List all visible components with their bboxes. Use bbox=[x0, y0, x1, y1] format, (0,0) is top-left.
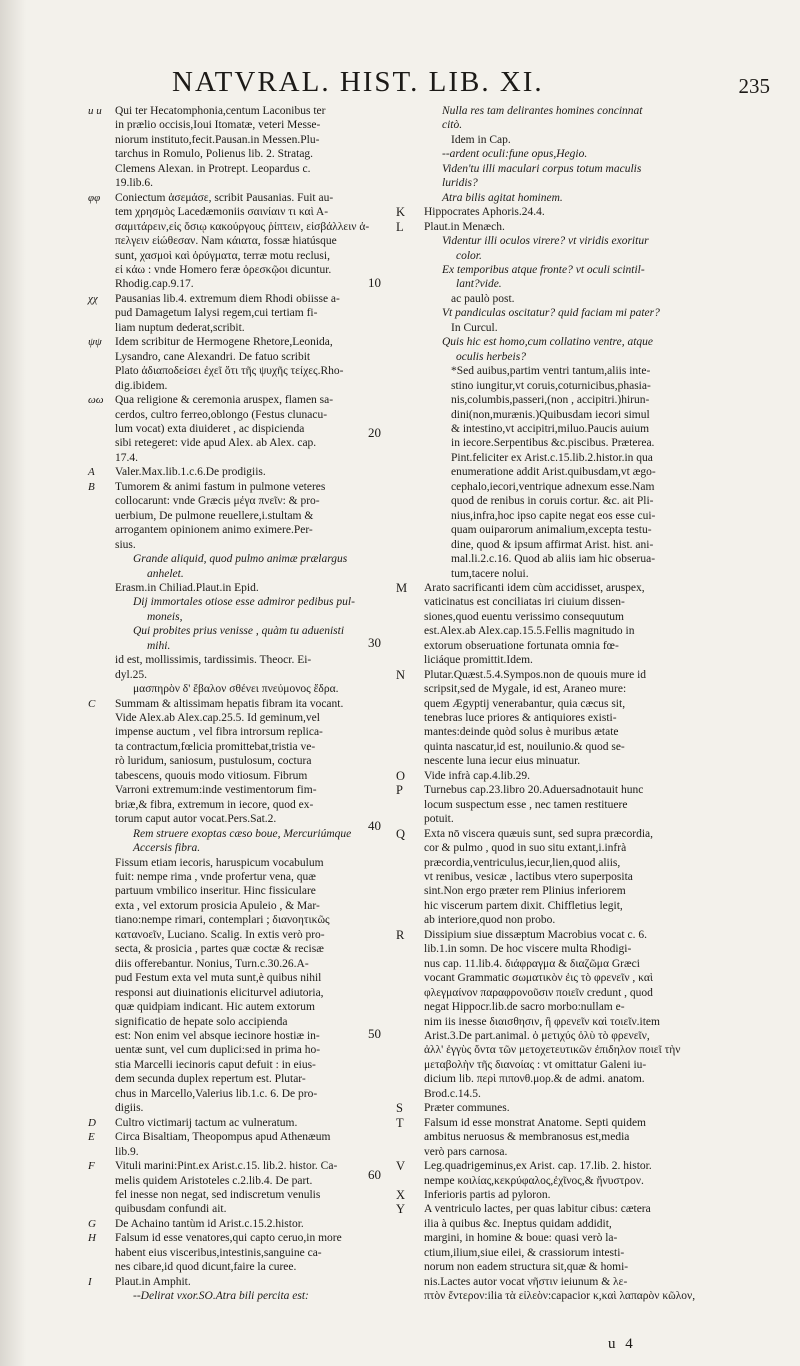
note-marker: Q bbox=[396, 826, 406, 841]
text-line: luridis? bbox=[442, 177, 478, 190]
text-line: In Curcul. bbox=[451, 321, 498, 334]
note-marker: G bbox=[88, 1217, 96, 1230]
note-marker: F bbox=[88, 1160, 95, 1173]
text-line: norum non eadem structura sit,quæ & homi- bbox=[424, 1261, 629, 1274]
text-line: impense auctum , vel fibra introrsum replica- bbox=[115, 726, 323, 739]
annotation-note bbox=[88, 1159, 384, 1217]
text-line: hic viscerum partem dixit. Chiffletius legit, bbox=[424, 899, 623, 912]
annotation-note bbox=[88, 1130, 384, 1159]
note-marker: H bbox=[88, 1232, 96, 1245]
text-line: Valer.Max.lib.1.c.6.De prodigiis. bbox=[115, 466, 266, 479]
text-line: Exta nō viscera quæuis sunt, sed supra præcordia, bbox=[424, 827, 653, 840]
text-line: quod de renibus in coruis cortur. &c. ait Pli- bbox=[451, 495, 654, 508]
text-line: Erasm.in Chiliad.Plaut.in Epid. bbox=[115, 581, 259, 594]
text-line: est.Alex.ab Alex.cap.15.5.Fellis magnitudo in bbox=[424, 625, 635, 638]
text-line: sint.Non ergo præter rem Plinius inferiorem bbox=[424, 885, 626, 898]
text-line: quibusdam confundi ait. bbox=[115, 1203, 227, 1216]
note-marker: ωω bbox=[88, 394, 104, 407]
text-line: uerbium, De pulmone reuellere,i.stultam & bbox=[115, 509, 314, 522]
text-line: sius. bbox=[115, 538, 136, 551]
annotation-note bbox=[88, 1275, 384, 1289]
text-line: Pausanias lib.4. extremum diem Rhodi obiisse a- bbox=[115, 292, 340, 305]
text-line: sibi retegeret: vide apud Alex. ab Alex. cap. bbox=[115, 437, 317, 450]
text-line: torum caput autor vocat.Pers.Sat.2. bbox=[115, 813, 277, 826]
text-line: mihi. bbox=[147, 639, 171, 652]
annotation-note bbox=[396, 769, 700, 783]
note-marker: A bbox=[88, 466, 95, 479]
text-line: uentæ sunt, vel cum duplici:sed in prima ho- bbox=[115, 1044, 321, 1057]
text-line: lant?vide. bbox=[456, 278, 502, 291]
margin-line-number: 10 bbox=[368, 275, 381, 290]
text-line: dini(non,murænis.)Quibusdam iecori simul bbox=[451, 408, 650, 421]
left-column bbox=[88, 104, 384, 1304]
note-marker: C bbox=[88, 697, 96, 710]
text-line: dyl.25. bbox=[115, 668, 147, 681]
text-line: fuit: nempe rima , vnde profertur vena, quæ bbox=[115, 871, 316, 884]
text-line: ac paulò post. bbox=[451, 292, 515, 305]
text-line: tenebras luce priores & antiquiores existi- bbox=[424, 712, 617, 725]
text-line: Arato sacrificanti idem cùm accidisset, aruspex, bbox=[424, 581, 645, 594]
text-line: Falsum id esse monstrat Anatome. Septi quidem bbox=[424, 1116, 646, 1129]
text-line: Vide Alex.ab Alex.cap.25.5. Id geminum,vel bbox=[115, 712, 320, 725]
note-marker: O bbox=[396, 768, 406, 783]
annotation-note bbox=[396, 928, 700, 1101]
note-marker: D bbox=[88, 1116, 96, 1129]
text-line: Grande aliquid, quod pulmo animæ prælargus bbox=[133, 553, 348, 566]
text-line: fel inesse non negat, sed indiscretum venulis bbox=[115, 1188, 321, 1201]
text-line: rò luridum, saniosum, pustulosum, coctura bbox=[115, 755, 312, 768]
text-line: Viden'tu illi maculari corpus totum maculis bbox=[442, 162, 642, 175]
text-line: melis quidem Aristoteles c.2.lib.4. De part. bbox=[115, 1174, 313, 1187]
text-line: significatio de hepate solo accipienda bbox=[115, 1015, 288, 1028]
text-line: Tumorem & animi fastum in pulmone veteres bbox=[115, 480, 326, 493]
text-line: --Delirat vxor.SO.Atra bili percita est: bbox=[133, 1290, 309, 1303]
text-line: Fissum etiam iecoris, haruspicum vocabulum bbox=[115, 856, 324, 869]
note-marker: N bbox=[396, 667, 406, 682]
text-line: dine, quod & ipsum affirmat Arist. hist. ani- bbox=[451, 538, 654, 551]
text-line: tabescens, quouis modo vitiosum. Fibrum bbox=[115, 769, 308, 782]
note-marker: I bbox=[88, 1275, 92, 1288]
text-line: πτὸν ἔντερον:ilia τὰ εἰλεὸν:capacior κ,καὶ λαπαρὸν κῶλον, bbox=[424, 1290, 696, 1303]
text-line: mal.li.2.c.16. Quod ab aliis iam hic obserua- bbox=[451, 553, 656, 566]
note-marker: T bbox=[396, 1115, 404, 1130]
text-line: ctium,ilium,siue eilei, & crassiorum intesti- bbox=[424, 1246, 625, 1259]
annotation-note bbox=[396, 104, 700, 205]
annotation-note bbox=[88, 552, 384, 697]
text-line: oculis herbeis? bbox=[456, 350, 526, 363]
text-line: tum,tacere nolui. bbox=[451, 567, 529, 580]
margin-line-number: 40 bbox=[368, 818, 381, 833]
text-line: dicium lib. περὶ πιπονθ.μορ.& de admi. anatom. bbox=[424, 1073, 645, 1086]
note-marker: V bbox=[396, 1159, 406, 1174]
text-line: nis.Lactes autor vocat νῆστιν ieiunum & λε- bbox=[424, 1275, 628, 1288]
note-marker: P bbox=[396, 783, 403, 798]
text-line: nescente luna iecur eius minuatur. bbox=[424, 755, 581, 768]
text-line: ἀλλ' ἐγγὺς ὄντα τῶν μετοχετευτικῶν ἐπιδηλον ποιεῖ τὴν bbox=[424, 1044, 681, 1057]
text-line: tiano:nempe rimari, contemplari ; διανοητικῶς bbox=[115, 914, 330, 927]
annotation-note bbox=[396, 668, 700, 769]
text-line: Videntur illi oculos virere? vt viridis exoritur bbox=[442, 235, 649, 248]
note-marker: E bbox=[88, 1131, 95, 1144]
margin-line-number: 60 bbox=[368, 1167, 381, 1182]
text-line: liam nuptum dederat,scribit. bbox=[115, 321, 245, 334]
annotation-note bbox=[396, 827, 700, 928]
annotation-note bbox=[396, 1159, 700, 1188]
text-line: σαμιτάρειν,εἰς ὅσιῳ κακούργους ῥίπτειν, εἰσβάλλειν ἀ- bbox=[115, 220, 370, 233]
text-line: liciáque promittit.Idem. bbox=[424, 654, 533, 667]
annotation-note bbox=[88, 697, 384, 827]
text-line: Plaut.in Menæch. bbox=[424, 220, 505, 233]
text-line: partuum vmbilico inseritur. Hinc fissiculare bbox=[115, 885, 316, 898]
text-line: quem Ægyptij venerabantur, quia cæcus sit, bbox=[424, 697, 626, 710]
text-line: est: Non enim vel absque iecinore hostiæ in- bbox=[115, 1030, 320, 1042]
text-line: nis,columbis,passeri,(non , accipitri.)hirun- bbox=[451, 394, 650, 407]
annotation-note bbox=[88, 104, 384, 191]
text-line: tem χρησμὸς Lacedæmoniis σαινίαιν τι καὶ Α- bbox=[115, 206, 329, 219]
text-line: nim iis inesse διαισθησιν, ἢ φρενεῖν καὶ τοιεῖν.item bbox=[424, 1015, 660, 1028]
text-line: 19.lib.6. bbox=[115, 177, 154, 190]
text-line: ab interiore,quod non probo. bbox=[424, 914, 556, 927]
text-line: vocant Grammatic σωματικὸν ἐις τὸ φρενεῖν , καὶ bbox=[424, 972, 653, 985]
text-line: tarchus in Romulo, Polienus lib. 2. Stratag. bbox=[115, 148, 314, 161]
text-line: Præter communes. bbox=[424, 1102, 510, 1115]
text-line: Vituli marini:Pint.ex Arist.c.15. lib.2. histor. Ca- bbox=[115, 1160, 338, 1173]
margin-line-number: 30 bbox=[368, 635, 381, 650]
note-marker: K bbox=[396, 205, 406, 220]
text-line: nes cibare,id quod dicunt,faire la curee. bbox=[115, 1261, 297, 1274]
annotation-note bbox=[88, 827, 384, 1116]
note-marker: R bbox=[396, 927, 405, 942]
text-line: Accersis fibra. bbox=[133, 842, 201, 855]
text-line: Lysandro, cane Alexandri. De fatuo scribit bbox=[115, 350, 311, 363]
text-line: Vt pandiculas oscitatur? quid faciam mi pater? bbox=[442, 307, 660, 320]
text-line: cerdos, cultro ferreo,oblongo (Festus clunacu- bbox=[115, 408, 328, 421]
text-line: pud Festum exta vel muta sunt,è quibus nihil bbox=[115, 972, 322, 985]
text-line: moneis, bbox=[147, 610, 183, 623]
text-line: siones,quod euentu verissimo consequutum bbox=[424, 610, 624, 623]
margin-line-number: 20 bbox=[368, 425, 381, 440]
annotation-note bbox=[88, 1116, 384, 1130]
text-line: verò pars carnosa. bbox=[424, 1145, 508, 1158]
text-line: habent eius visceribus,intestinis,sanguine ca- bbox=[115, 1246, 322, 1259]
text-line: Turnebus cap.23.libro 20.Aduersadnotauit hunc bbox=[424, 784, 644, 797]
text-line: anhelet. bbox=[147, 567, 184, 580]
text-line: A ventriculo lactes, per quas labitur cibus: cætera bbox=[424, 1203, 651, 1216]
annotation-note bbox=[88, 465, 384, 479]
text-line: --ardent oculi:fune opus,Hegio. bbox=[442, 148, 588, 161]
text-line: cephalo,iecori,ventrique adnexum esse.Nam bbox=[451, 480, 655, 493]
text-line: cor & pulmo , quod in suo situ extant,i.infrà bbox=[424, 842, 627, 855]
text-line: Quis hic est homo,cum collatino ventre, atque bbox=[442, 336, 654, 349]
text-line: Leg.quadrigeminus,ex Arist. cap. 17.lib. 2. histor. bbox=[424, 1160, 652, 1173]
text-line: Qui ter Hecatomphonia,centum Laconibus ter bbox=[115, 105, 326, 117]
text-line: ilia à quibus &c. Ineptus quidam addidit, bbox=[424, 1217, 612, 1230]
annotation-note bbox=[396, 234, 700, 581]
annotation-note bbox=[88, 191, 384, 292]
note-marker: φφ bbox=[88, 191, 101, 204]
text-line: εἰ κάω : vnde Homero feræ ὀρεσκῷοι dicuntur. bbox=[115, 263, 332, 276]
text-line: dem secunda duplex repertum est. Plutar- bbox=[115, 1073, 306, 1086]
text-line: arrogantem opinionem animo eximere.Per- bbox=[115, 524, 313, 537]
text-line: μασπηρὸν δ' ἔβαλον σθένει πνεύμονος ἔδρα. bbox=[133, 683, 339, 696]
text-line: Varroni extremum:inde vestimentorum fim- bbox=[115, 784, 317, 797]
text-line: Plaut.in Amphit. bbox=[115, 1275, 191, 1288]
text-line: μεταβολὴν τῆς διανοίας : vt omittatur Galeni iu- bbox=[424, 1058, 647, 1071]
text-line: id est, mollissimis, tardissimis. Theocr. Ei- bbox=[115, 654, 312, 667]
text-line: Plato ἀδιαποδείσει ἐχεῖ ὅτι τῆς ψυχῆς τείχες.Rho- bbox=[115, 365, 344, 378]
running-title: NATVRAL. HIST. LIB. XI. bbox=[172, 66, 544, 98]
text-line: vt renibus, vesicæ , lactibus vtero superposita bbox=[424, 871, 633, 884]
text-line: in prælio occisis,Ioui Itomatæ, veteri Messe- bbox=[115, 119, 321, 132]
text-line: responsi aut diuinationis eliciturvel adiutoria, bbox=[115, 986, 324, 999]
text-line: stia Marcelli iecinoris caput defuit : in eius- bbox=[115, 1058, 316, 1071]
annotation-note bbox=[88, 1231, 384, 1274]
text-line: ambitus neruosus & membranosus est,media bbox=[424, 1131, 630, 1144]
annotation-note bbox=[396, 1101, 700, 1115]
note-marker: L bbox=[396, 219, 404, 234]
text-line: Falsum id esse venatores,qui capto ceruo,in more bbox=[115, 1232, 342, 1245]
annotation-note bbox=[396, 581, 700, 668]
text-line: Atra bilis agitat hominem. bbox=[442, 191, 563, 204]
page-header bbox=[172, 66, 780, 106]
text-line: Coniectum ἀσεμάσε, scribit Pausanias. Fuit au- bbox=[115, 191, 334, 204]
text-line: Pint.feliciter ex Arist.c.15.lib.2.histor.in qua bbox=[451, 451, 653, 464]
signature-mark: u 4 bbox=[608, 1336, 636, 1352]
note-marker: M bbox=[396, 580, 408, 595]
text-line: nempe κοιλίας,κεκρύφαλος,ἐχῖνος,& ἤνυστρον. bbox=[424, 1174, 644, 1187]
text-line: Dissipium siue dissæptum Macrobius vocat c. 6. bbox=[424, 928, 647, 941]
text-line: Vide infrà cap.4.lib.29. bbox=[424, 769, 530, 782]
text-line: Ex temporibus atque fronte? vt oculi scintil- bbox=[442, 263, 645, 276]
text-line: stino iungitur,vt coruis,coturnicibus,phasia- bbox=[451, 379, 651, 392]
annotation-note bbox=[396, 1116, 700, 1159]
annotation-note bbox=[88, 335, 384, 393]
text-line: pud Damagetum Ialysi regem,cui tertiam fi- bbox=[115, 307, 318, 320]
note-marker: χχ bbox=[88, 292, 98, 305]
text-line: digiis. bbox=[115, 1102, 144, 1115]
text-line: Rhodig.cap.9.17. bbox=[115, 278, 194, 291]
text-line: vaticinatus est conciliatas iri ciuium dissen- bbox=[424, 596, 625, 609]
annotation-note bbox=[396, 220, 700, 234]
annotation-note bbox=[88, 292, 384, 335]
text-line: Qui probites prius venisse , quàm tu aduenisti bbox=[133, 625, 345, 638]
text-line: dig.ibidem. bbox=[115, 379, 168, 392]
note-marker: S bbox=[396, 1101, 403, 1116]
text-line: quinta nascatur,id est, nouilunio.& quod se- bbox=[424, 740, 625, 753]
text-line: & intestino,vt accipitri,miluo.Paucis auium bbox=[451, 422, 650, 435]
text-line: Nulla res tam delirantes homines concinnat bbox=[442, 105, 643, 117]
note-marker: B bbox=[88, 480, 95, 493]
text-line: Summam & altissimam hepatis fibram ita vocant. bbox=[115, 697, 344, 710]
text-line: diis offerebantur. Nonius, Turn.c.30.26.A- bbox=[115, 957, 309, 970]
text-line: πελγειν εἰώθεσαν. Nam κάιατα, fossæ hiatúsque bbox=[115, 235, 337, 248]
text-line: Hippocrates Aphoris.24.4. bbox=[424, 206, 545, 219]
note-marker: Y bbox=[396, 1202, 406, 1217]
text-line: Clemens Alexan. in Protrept. Leopardus c. bbox=[115, 162, 311, 175]
text-line: Arist.3.De part.animal. ὁ μετιχύς ὀλὺ τὸ φρενεῖν, bbox=[424, 1030, 650, 1042]
text-line: φλεγμαίνον παραφρονοῦσιν ποιεῖν credunt , quod bbox=[424, 986, 653, 999]
annotation-note bbox=[88, 393, 384, 465]
text-line: briæ,& fibra, extremum in iecore, quod ex- bbox=[115, 798, 314, 811]
text-line: Brod.c.14.5. bbox=[424, 1087, 481, 1100]
text-line: quam ouiparorum animalium,excepta testu- bbox=[451, 524, 652, 537]
text-line: in iecore.Serpentibus &c.piscibus. Præterea. bbox=[451, 437, 655, 450]
text-line: margini, in homine & boue: quasi verò la- bbox=[424, 1232, 618, 1245]
text-line: Inferioris partis ad pyloron. bbox=[424, 1188, 551, 1201]
text-line: exta , vel extorum prosicia Apuleio , & Mar- bbox=[115, 899, 320, 912]
text-line: quæ quidpiam indicant. Hic autem extorum bbox=[115, 1001, 315, 1014]
text-line: Cultro victimarij tactum ac vulneratum. bbox=[115, 1116, 298, 1129]
text-line: κατανοεῖν, Luciano. Scalig. In extis verò pro- bbox=[115, 928, 325, 941]
text-line: chus in Marcello,Valerius lib.1.c. 6. De pro- bbox=[115, 1087, 318, 1100]
text-line: De Achaino tantùm id Arist.c.15.2.histor. bbox=[115, 1217, 304, 1230]
margin-line-number: 50 bbox=[368, 1026, 381, 1041]
text-line: citò. bbox=[442, 119, 463, 132]
text-line: sunt, χασμοὶ καὶ ὀρύγματα, terræ motu reclusi, bbox=[115, 249, 330, 262]
note-marker: X bbox=[396, 1187, 406, 1202]
text-line: mantes:deinde quòd solus è muribus ætate bbox=[424, 726, 619, 739]
text-line: 17.4. bbox=[115, 451, 138, 464]
text-line: collocarunt: vnde Græcis μέγα πνεῖν: & pro- bbox=[115, 495, 320, 508]
text-line: scripsit,sed de Mygale, id est, Araneo mure: bbox=[424, 683, 627, 696]
right-column bbox=[396, 104, 700, 1304]
text-line: Rem struere exoptas cæso boue, Mercuriúmque bbox=[133, 827, 352, 840]
annotation-note bbox=[88, 480, 384, 552]
annotation-note bbox=[396, 1202, 700, 1303]
text-line: Idem in Cap. bbox=[451, 133, 511, 146]
text-line: Circa Bisaltiam, Theopompus apud Athenæum bbox=[115, 1131, 331, 1144]
text-line: potuit. bbox=[424, 813, 454, 826]
annotation-note bbox=[396, 205, 700, 219]
text-line: Plutar.Quæst.5.4.Sympos.non de quouis mure id bbox=[424, 668, 647, 681]
text-line: niorum instituto,fecit.Pausan.in Messen.Plu- bbox=[115, 133, 320, 146]
annotation-note bbox=[88, 1289, 384, 1303]
text-line: ta contractum,fœlicia promittebat,tristia ve- bbox=[115, 740, 316, 753]
text-line: locum suspectum esse , nec tamen restituere bbox=[424, 798, 628, 811]
text-line: Dij immortales otiose esse admiror pedibus pul- bbox=[133, 596, 355, 609]
note-marker: ψψ bbox=[88, 336, 102, 349]
text-line: nius,infra,hoc ipso capite negat eos esse cui- bbox=[451, 509, 656, 522]
text-line: extorum obseruatione fortunata omnia fœ- bbox=[424, 639, 619, 652]
text-line: lib.9. bbox=[115, 1145, 139, 1158]
annotation-note bbox=[396, 783, 700, 826]
text-line: præcordia,ventriculus,iecur,lien,quod aliis, bbox=[424, 856, 621, 869]
text-line: color. bbox=[456, 249, 482, 262]
note-marker: u u bbox=[88, 105, 102, 117]
text-line: secta, & prosicia , partes quæ coctæ & recisæ bbox=[115, 943, 324, 956]
text-line: enumeratione addit Arist.quibusdam,vt ægo- bbox=[451, 466, 656, 479]
annotation-note bbox=[88, 1217, 384, 1231]
text-line: *Sed auibus,partim ventri tantum,aliis inte- bbox=[451, 365, 651, 378]
text-line: nus cap. 11.lib.4. διάφραγμα & διαζῶμα Græci bbox=[424, 957, 640, 970]
text-line: lib.1.in somn. De hoc viscere multa Rhodigi- bbox=[424, 943, 632, 956]
text-line: Qua religione & ceremonia aruspex, flamen sa- bbox=[115, 394, 334, 407]
annotation-note bbox=[396, 1188, 700, 1202]
text-line: Idem scribitur de Hermogene Rhetore,Leonida, bbox=[115, 336, 333, 349]
text-line: lum vocat) exta diuideret , ac dispicienda bbox=[115, 422, 305, 435]
text-line: negat Hippocr.lib.de sacro morbo:nullam e- bbox=[424, 1001, 625, 1014]
page-number: 235 bbox=[738, 74, 770, 98]
